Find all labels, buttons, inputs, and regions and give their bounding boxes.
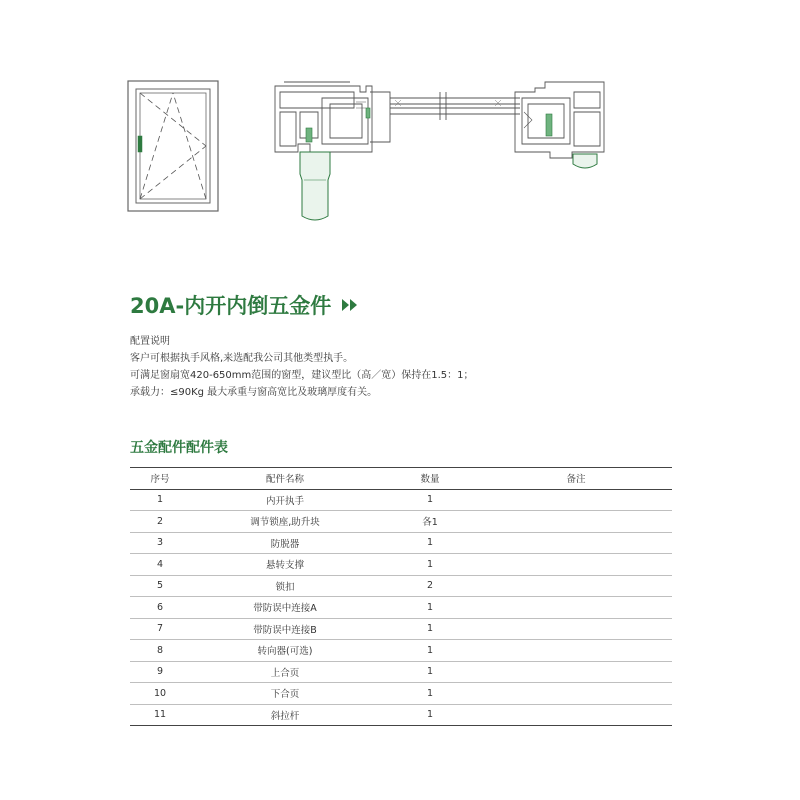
- header-quantity: 数量: [380, 468, 480, 490]
- cell-index: 5: [130, 575, 190, 597]
- table-row: [130, 683, 672, 705]
- parts-table: [130, 467, 672, 726]
- double-arrow-icon: [341, 298, 359, 312]
- table-row: [130, 511, 672, 533]
- cell-quantity: 1: [380, 704, 480, 726]
- cell-index: 8: [130, 640, 190, 662]
- cell-part-name: 防脱器: [190, 532, 380, 554]
- description-line: 配置说明: [130, 336, 170, 347]
- header-remarks: 备注: [480, 468, 672, 490]
- cell-quantity: 各1: [380, 511, 480, 533]
- cell-remarks: [480, 575, 672, 597]
- cell-quantity: 1: [380, 683, 480, 705]
- cell-part-name: 带防误中连接A: [190, 597, 380, 619]
- cell-index: 3: [130, 532, 190, 554]
- table-row: [130, 489, 672, 511]
- cell-index: 10: [130, 683, 190, 705]
- cell-remarks: [480, 554, 672, 576]
- description-line: 可满足窗扇宽420-650mm范围的窗型，建议型比（高／宽）保持在1.5：1；: [130, 370, 474, 381]
- cell-remarks: [480, 489, 672, 511]
- cell-quantity: 1: [380, 554, 480, 576]
- page-title: [130, 290, 359, 320]
- cell-part-name: 转向器(可选): [190, 640, 380, 662]
- table-row: [130, 554, 672, 576]
- cell-part-name: 下合页: [190, 683, 380, 705]
- cell-quantity: 1: [380, 640, 480, 662]
- table-row: [130, 597, 672, 619]
- cell-index: 7: [130, 618, 190, 640]
- cell-remarks: [480, 704, 672, 726]
- table-row: [130, 704, 672, 726]
- cell-quantity: 1: [380, 489, 480, 511]
- cell-index: 6: [130, 597, 190, 619]
- cell-remarks: [480, 640, 672, 662]
- cell-part-name: 内开执手: [190, 489, 380, 511]
- config-description: [130, 333, 474, 401]
- description-line: 承载力：≤90Kg 最大承重与窗高宽比及玻璃厚度有关。: [130, 387, 378, 398]
- cell-index: 9: [130, 661, 190, 683]
- cell-quantity: 1: [380, 532, 480, 554]
- cell-quantity: 2: [380, 575, 480, 597]
- table-header-row: [130, 468, 672, 490]
- cell-part-name: 带防误中连接B: [190, 618, 380, 640]
- cell-index: 11: [130, 704, 190, 726]
- table-row: [130, 532, 672, 554]
- header-part-name: 配件名称: [190, 468, 380, 490]
- cell-remarks: [480, 597, 672, 619]
- cell-remarks: [480, 683, 672, 705]
- cell-remarks: [480, 511, 672, 533]
- cell-part-name: 锁扣: [190, 575, 380, 597]
- table-row: [130, 618, 672, 640]
- tilt-turn-window-icon: [127, 80, 219, 212]
- cell-remarks: [480, 661, 672, 683]
- header-index: 序号: [130, 468, 190, 490]
- description-line: 客户可根据执手风格,来选配我公司其他类型执手。: [130, 353, 354, 364]
- profile-section-drawing: [270, 78, 610, 228]
- cell-remarks: [480, 532, 672, 554]
- cell-part-name: 悬转支撑: [190, 554, 380, 576]
- cell-quantity: 1: [380, 661, 480, 683]
- cell-quantity: 1: [380, 618, 480, 640]
- cell-index: 4: [130, 554, 190, 576]
- cell-part-name: 斜拉杆: [190, 704, 380, 726]
- table-row: [130, 640, 672, 662]
- cell-quantity: 1: [380, 597, 480, 619]
- cell-part-name: 调节锁座,助升块: [190, 511, 380, 533]
- cell-index: 2: [130, 511, 190, 533]
- cell-remarks: [480, 618, 672, 640]
- table-row: [130, 575, 672, 597]
- table-row: [130, 661, 672, 683]
- table-title: 五金配件配件表: [130, 440, 228, 456]
- page-title-text: 20A-内开内倒五金件: [130, 294, 332, 318]
- cell-index: 1: [130, 489, 190, 511]
- cell-part-name: 上合页: [190, 661, 380, 683]
